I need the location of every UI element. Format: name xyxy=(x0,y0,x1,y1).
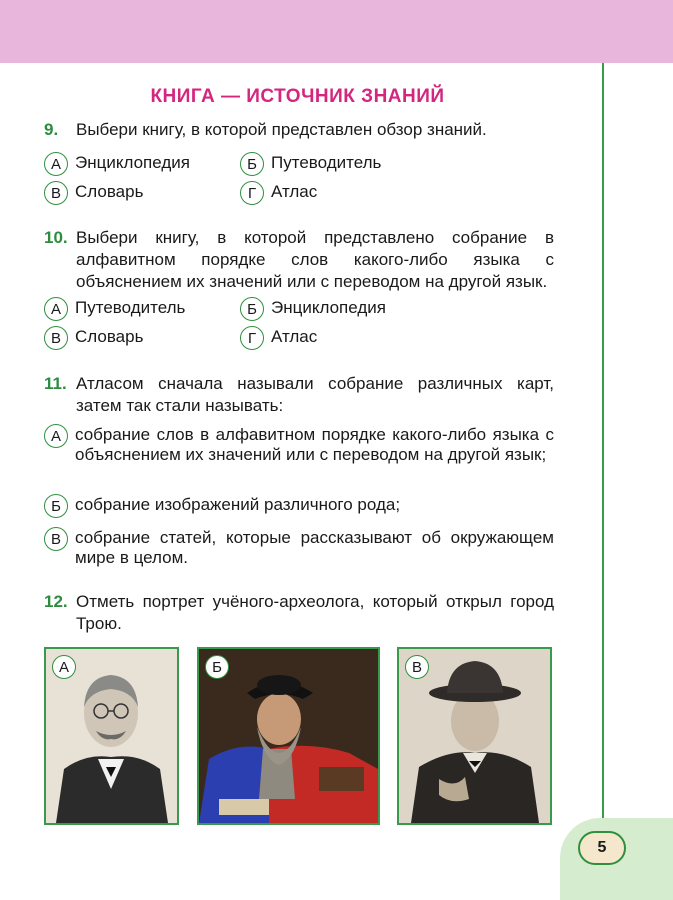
question-text: Выбери книгу, в которой представлен обзор знаний. xyxy=(76,120,487,139)
option-letter-badge: А xyxy=(44,152,68,176)
option-9-b[interactable] xyxy=(240,153,381,176)
portrait-letter-badge: В xyxy=(405,655,429,679)
portrait-letter-badge: А xyxy=(52,655,76,679)
option-letter-badge: В xyxy=(44,527,68,551)
option-text: Словарь xyxy=(75,327,144,346)
option-11-b[interactable] xyxy=(44,495,554,518)
option-letter-badge: А xyxy=(44,424,68,448)
question-number: 10. xyxy=(44,228,68,247)
option-10-v[interactable] xyxy=(44,327,143,350)
page-title: КНИГА — ИСТОЧНИК ЗНАНИЙ xyxy=(150,86,445,107)
option-9-a[interactable] xyxy=(44,153,190,176)
option-text: Атлас xyxy=(271,327,318,346)
portrait-b[interactable] xyxy=(197,647,380,825)
question-10 xyxy=(44,227,554,293)
option-text: собрание изображений различного рода; xyxy=(75,495,401,514)
question-number: 12. xyxy=(44,592,68,611)
option-letter-badge: А xyxy=(44,297,68,321)
option-text: Путеводитель xyxy=(271,153,382,172)
option-text: собрание статей, которые рассказывают об окружающем мире в целом. xyxy=(75,528,554,567)
option-text: Энциклопедия xyxy=(271,298,386,317)
option-letter-badge: Б xyxy=(240,152,264,176)
option-text: Путеводитель xyxy=(75,298,186,317)
question-12 xyxy=(44,591,554,635)
option-10-b[interactable] xyxy=(240,298,386,321)
margin-rule xyxy=(602,63,604,838)
portrait-v[interactable] xyxy=(397,647,552,825)
option-letter-badge: В xyxy=(44,326,68,350)
question-text: Выбери книгу, в которой представлено собрание в алфавитном порядке слов какого-либо языка с объяснением их значений или с переводом на другой язык. xyxy=(76,228,554,291)
question-text: Отметь портрет учёного-археолога, который открыл город Трою. xyxy=(76,592,554,633)
portrait-letter-badge: Б xyxy=(205,655,229,679)
option-11-a[interactable] xyxy=(44,425,554,465)
option-11-v[interactable] xyxy=(44,528,554,568)
question-11 xyxy=(44,373,554,417)
page-number: 5 xyxy=(578,831,626,865)
option-10-a[interactable] xyxy=(44,298,185,321)
option-letter-badge: Г xyxy=(240,181,264,205)
option-letter-badge: Г xyxy=(240,326,264,350)
question-number: 9. xyxy=(44,120,59,139)
option-10-g[interactable] xyxy=(240,327,317,350)
option-text: собрание слов в алфавитном порядке какого-либо языка с объяснением их значений или с переводом на другой язык; xyxy=(75,425,554,464)
option-9-g[interactable] xyxy=(240,182,317,205)
option-text: Словарь xyxy=(75,182,144,201)
question-text: Атласом сначала называли собрание различных карт, затем так стали называть: xyxy=(76,374,554,415)
option-text: Энциклопедия xyxy=(75,153,190,172)
option-9-v[interactable] xyxy=(44,182,143,205)
header-band xyxy=(0,0,673,63)
option-letter-badge: Б xyxy=(240,297,264,321)
option-letter-badge: В xyxy=(44,181,68,205)
question-number: 11. xyxy=(44,374,67,393)
option-letter-badge: Б xyxy=(44,494,68,518)
portrait-a[interactable] xyxy=(44,647,179,825)
option-text: Атлас xyxy=(271,182,318,201)
question-9 xyxy=(44,119,554,141)
